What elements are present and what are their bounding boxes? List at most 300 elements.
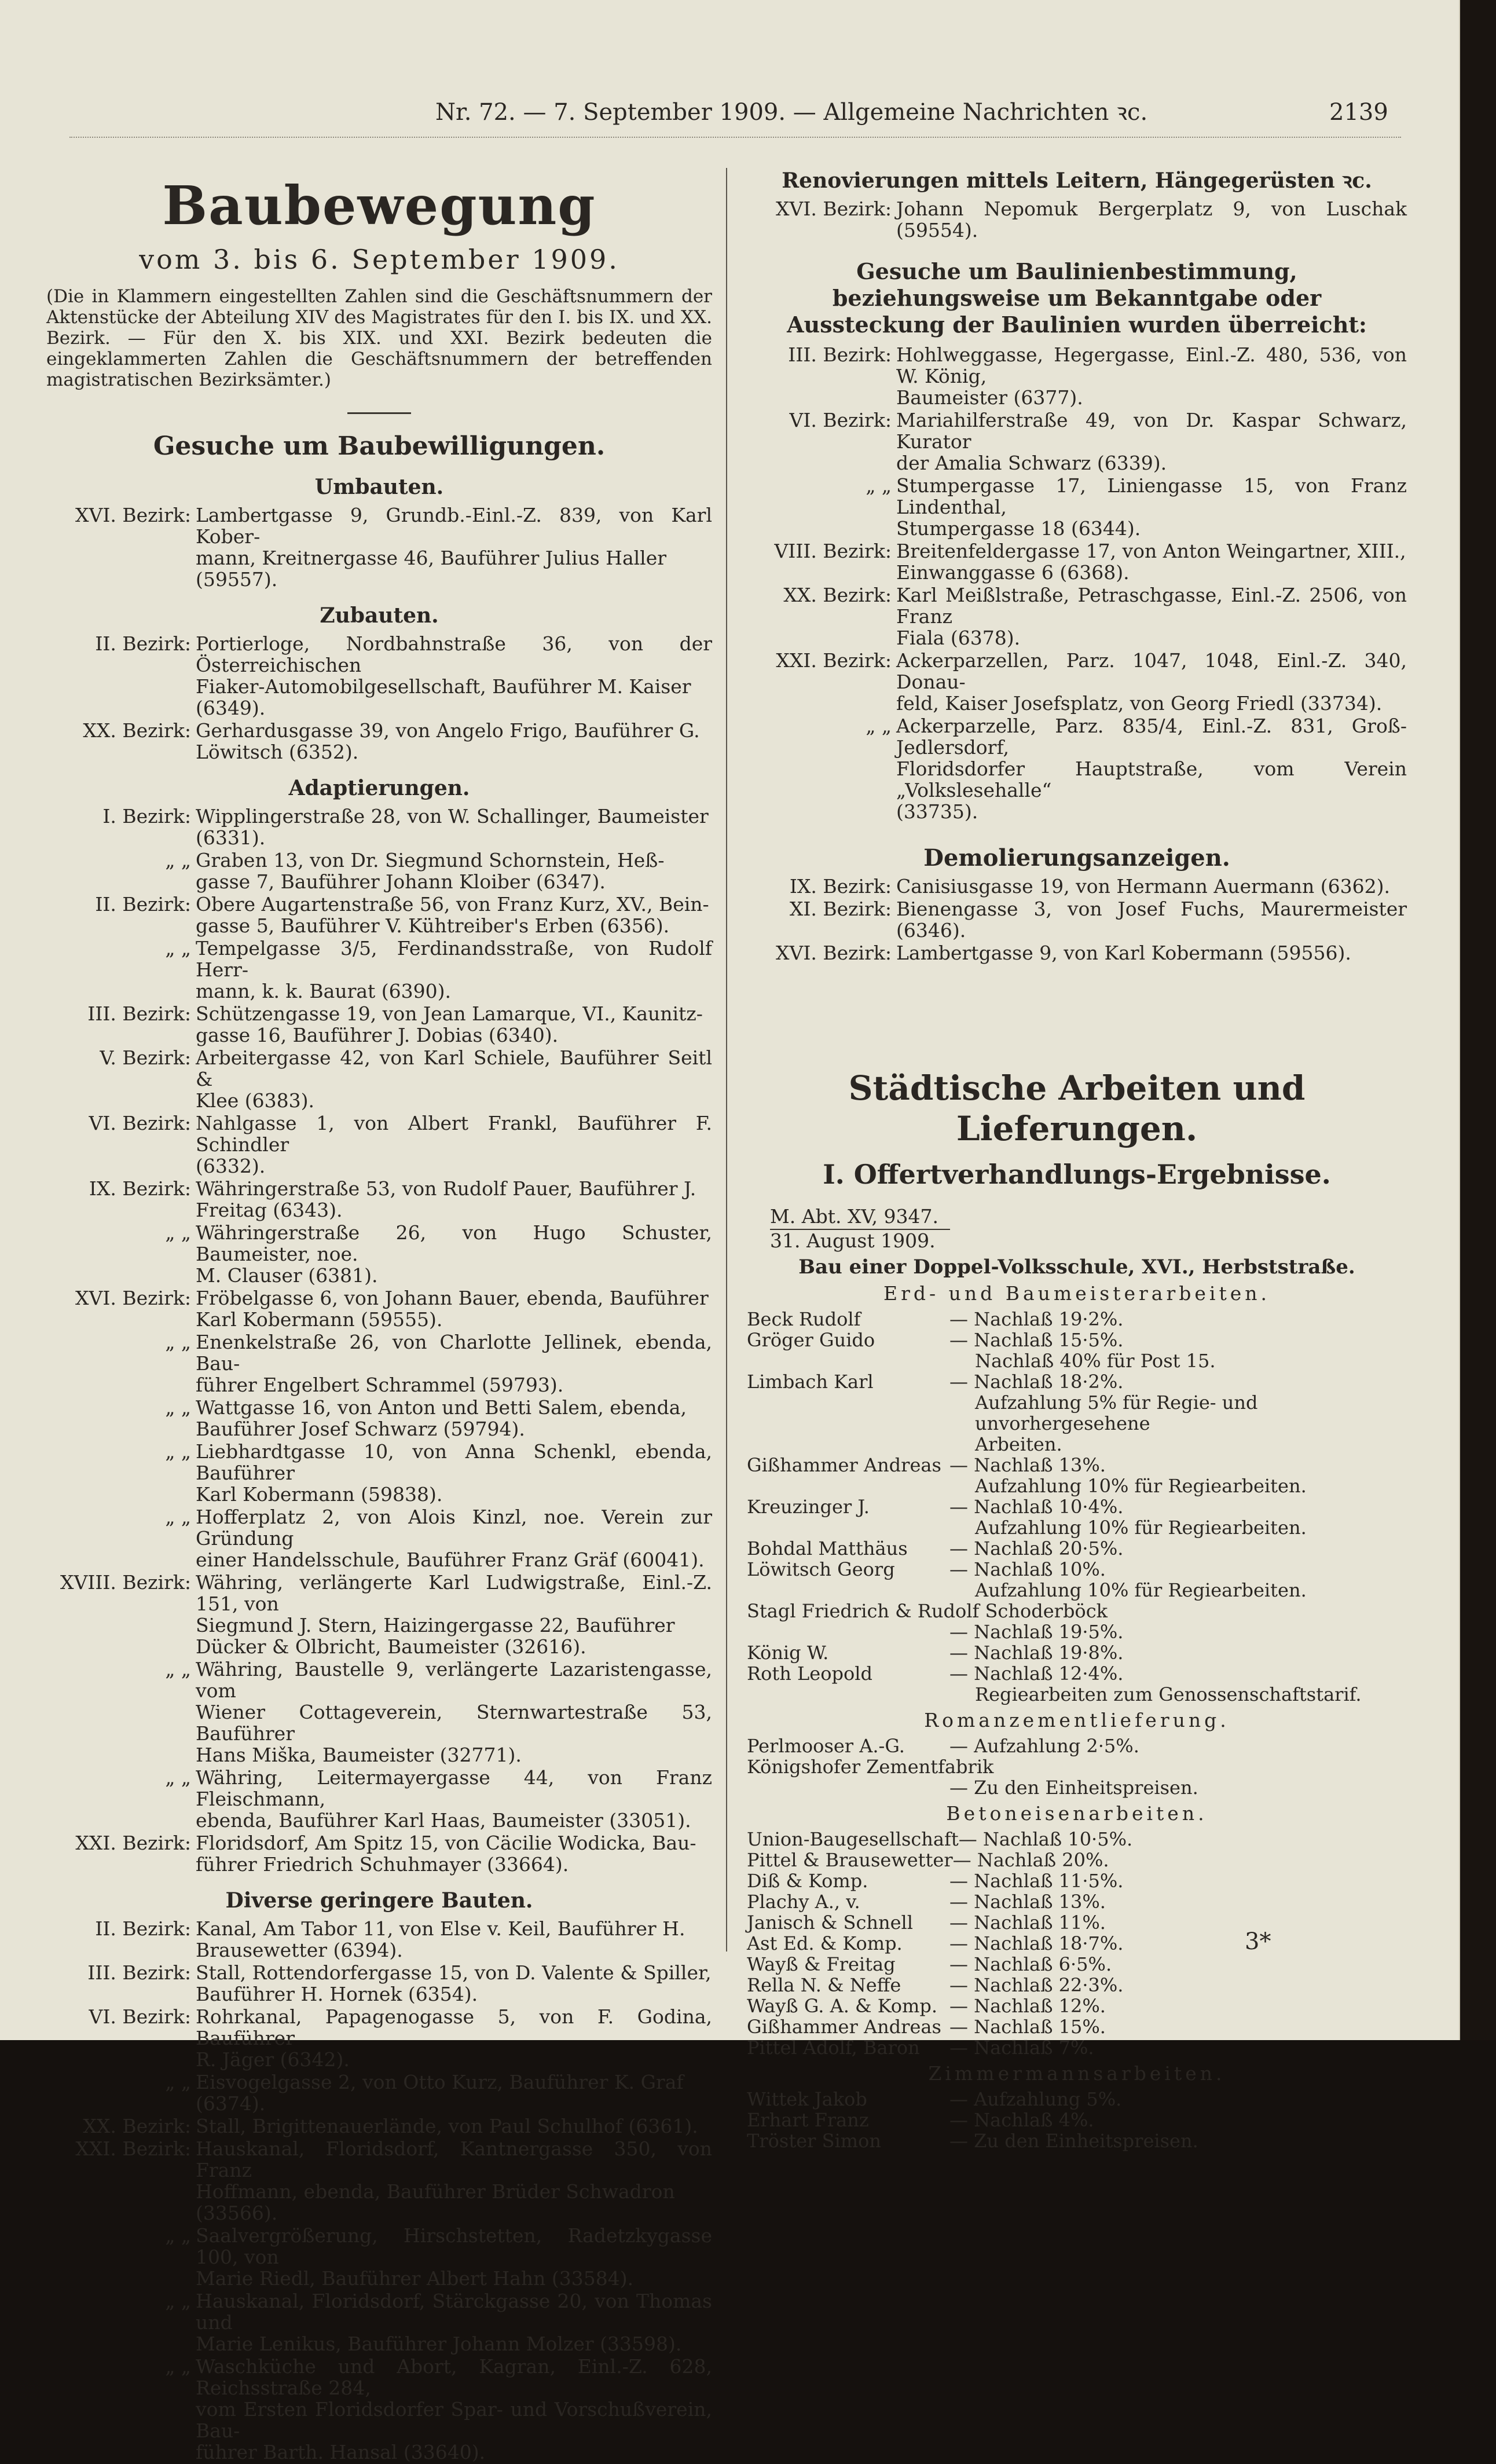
list-entry (747, 715, 1407, 822)
entry-list (46, 504, 712, 590)
entry-line: Bauführer H. Hornek (6354). (196, 1983, 478, 2005)
list-entry (46, 850, 712, 892)
bidder-name: Ast Ed. & Komp. (747, 1932, 903, 1954)
result-line: — Zu den Einheitspreisen. (949, 1777, 1198, 1799)
entry-line: Stumpergasse 17, Liniengasse 15, von Franz Lindenthal, (896, 474, 1407, 518)
entry-line: Karl Kobermann (59555). (196, 1308, 443, 1331)
entry-text (896, 715, 1407, 822)
result-list (747, 1736, 1407, 1798)
list-entry (46, 633, 712, 719)
entry-line: Hoffmann, ebenda, Bauführer Brüder Schwadron (196, 2180, 675, 2203)
result-row (747, 1891, 1407, 1912)
result-row (747, 1601, 1407, 1621)
result-line: Nachlaß 40% für Post 15. (975, 1350, 1216, 1372)
entry-line: der Amalia Schwarz (6339). (896, 452, 1167, 474)
result-row (747, 1663, 1407, 1705)
district-label: „ „ (165, 1396, 191, 1419)
district-label: „ „ (866, 715, 892, 737)
result-line: Regiearbeiten zum Genossenschaftstarif. (975, 1683, 1362, 1705)
result-row (747, 1559, 1407, 1601)
list-entry (46, 1222, 712, 1286)
list-entry (46, 1003, 712, 1046)
entry-text (196, 1441, 712, 1505)
district-label: XX. Bezirk: (83, 719, 191, 742)
result-list (747, 1829, 1407, 2058)
list-entry (46, 2138, 712, 2224)
entry-line: Freitag (6343). (196, 1199, 343, 1221)
district-label: „ „ (165, 849, 191, 872)
bidder-name: Kreuzinger J. (747, 1496, 870, 1518)
entry-line: Hofferplatz 2, von Alois Kinzl, noe. Verein zur Gründung (196, 1506, 712, 1550)
entry-line: Johann Nepomuk Bergerplatz 9, von Luschak (59554). (896, 197, 1407, 241)
district-label: VIII. Bezirk: (774, 540, 892, 562)
header-rule (69, 137, 1401, 142)
bidder-name: Plachy A., v. (747, 1891, 860, 1913)
result-line: — Nachlaß 10·5%. (958, 1828, 1133, 1850)
result-list (747, 2089, 1407, 2151)
bidder-name: Beck Rudolf (747, 1308, 861, 1330)
list-entry (747, 650, 1407, 714)
bidder-name: Pittel & Brausewetter (747, 1849, 953, 1871)
reference-number: M. Abt. XV, 9347. (770, 1206, 950, 1230)
entry-text (196, 1962, 712, 2005)
entry-line: Baumeister (6377). (896, 386, 1083, 409)
result-row (747, 2110, 1407, 2130)
entry-line: Währing, verlängerte Karl Ludwigstraße, Einl.-Z. 151, von (196, 1571, 712, 1615)
bid-result (949, 1912, 1407, 1933)
entry-text (196, 2138, 712, 2224)
page-number: 2139 (1329, 99, 1388, 126)
district-label: VI. Bezirk: (789, 409, 892, 431)
result-line: Aufzahlung 10% für Regiearbeiten. (975, 1579, 1307, 1601)
district-label: XVI. Bezirk: (75, 504, 191, 526)
list-entry (747, 584, 1407, 649)
entry-text (896, 540, 1407, 583)
bidder-name: Wayß G. A. & Komp. (747, 1995, 937, 2017)
list-entry (46, 1047, 712, 1111)
entry-text (196, 2290, 712, 2355)
result-row (747, 2016, 1407, 2037)
entry-text (196, 894, 712, 936)
district-label: VI. Bezirk: (89, 2005, 191, 2028)
entry-text (196, 1047, 712, 1111)
district-label: „ „ (165, 2355, 191, 2378)
result-line: — Aufzahlung 2·5%. (949, 1735, 1139, 1757)
entry-text (196, 1506, 712, 1570)
result-line: — Nachlaß 20%. (952, 1849, 1109, 1871)
result-line: — Nachlaß 18·2%. (949, 1371, 1124, 1393)
bidder-name: Pittel Adolf, Baron (747, 2037, 920, 2059)
bidder-name: Königshofer Zementfabrik (747, 1756, 994, 1778)
entry-text (196, 850, 712, 892)
entry-line: Tempelgasse 3/5, Ferdinandsstraße, von Rudolf Herr- (196, 937, 712, 981)
list-entry (747, 344, 1407, 408)
district-label: II. Bezirk: (95, 893, 191, 916)
bidder-name: König W. (747, 1642, 829, 1664)
district-label: „ „ (165, 1221, 191, 1244)
list-entry (46, 1962, 712, 2005)
sub-heading: Umbauten. (314, 475, 444, 499)
entry-line: Canisiusgasse 19, von Hermann Auermann (6362). (896, 875, 1390, 898)
bid-result (949, 1870, 1407, 1891)
entry-line: Rohrkanal, Papagenogasse 5, von F. Godina, Bauführer (196, 2005, 712, 2049)
district-label: „ „ (165, 1766, 191, 1789)
sub-heading: Renovierungen mittels Leitern, Hängegerüsten ꝛc. (782, 169, 1372, 193)
list-entry (46, 2071, 712, 2114)
list-entry (46, 2225, 712, 2289)
bidder-name: Roth Leopold (747, 1663, 872, 1685)
result-row (747, 1933, 1407, 1954)
result-line: — Nachlaß 11%. (949, 1912, 1106, 1934)
entry-line: Siegmund J. Stern, Haizingergasse 22, Bauführer (196, 1614, 675, 1636)
district-label: III. Bezirk: (87, 1002, 191, 1025)
list-entry (747, 942, 1407, 964)
entry-text (196, 1918, 712, 1961)
result-row (747, 1309, 1407, 1330)
result-line: — Nachlaß 19·2%. (949, 1308, 1124, 1330)
bid-result (949, 1891, 1407, 1912)
entry-text (896, 898, 1407, 941)
entry-line: Fiala (6378). (896, 627, 1021, 649)
result-line: — Nachlaß 22·3%. (949, 1974, 1124, 1996)
section-heading: I. Offertverhandlungs-Ergebnisse. (823, 1159, 1331, 1190)
district-label: I. Bezirk: (102, 805, 191, 828)
bid-result (949, 2037, 1407, 2058)
result-row (747, 1777, 1407, 1798)
file-reference (770, 1206, 1407, 1230)
result-line: — Nachlaß 19·8%. (949, 1642, 1124, 1664)
entry-line: gasse 5, Bauführer V. Kühtreiber's Erben (6356). (196, 914, 670, 937)
result-row (747, 2130, 1407, 2151)
list-entry (46, 1572, 712, 1657)
result-line: Aufzahlung 5% für Regie- und unvorhergesehene (975, 1392, 1258, 1434)
entry-line: Schützengasse 19, von Jean Lamarque, VI., Kaunitz- (196, 1002, 703, 1025)
entry-list (747, 344, 1407, 822)
entry-line: Bienengasse 3, von Josef Fuchs, Maurermeister (6346). (896, 898, 1407, 942)
district-label: II. Bezirk: (95, 632, 191, 655)
bidder-name (747, 1777, 949, 1798)
bidder-name: Gröger Guido (747, 1329, 875, 1351)
sub-heading: Diverse geringere Bauten. (225, 1888, 533, 1913)
bid-result (949, 2089, 1407, 2110)
result-line: — Zu den Einheitspreisen. (949, 2130, 1198, 2152)
entry-text (896, 409, 1407, 474)
result-row (747, 1330, 1407, 1371)
list-entry (747, 198, 1407, 241)
result-row (747, 1538, 1407, 1559)
entry-line: Lambertgasse 9, von Karl Kobermann (59556). (896, 942, 1351, 964)
result-row (747, 1912, 1407, 1933)
result-row (747, 1850, 1407, 1870)
entry-text (196, 2356, 712, 2463)
entry-line: Lambertgasse 9, Grundb.-Einl.-Z. 839, von Karl Kober- (196, 504, 712, 548)
district-label: IX. Bezirk: (789, 875, 892, 898)
result-row (747, 1996, 1407, 2016)
entry-line: Nahlgasse 1, von Albert Frankl, Bauführer F. Schindler (196, 1112, 712, 1156)
list-entry (46, 1287, 712, 1330)
entry-text (896, 942, 1407, 964)
result-line: — Nachlaß 13%. (949, 1891, 1106, 1913)
list-entry (747, 409, 1407, 474)
list-entry (46, 1441, 712, 1505)
entry-line: Enenkelstraße 26, von Charlotte Jellinek, ebenda, Bau- (196, 1331, 712, 1375)
district-label: II. Bezirk: (95, 1917, 191, 1940)
entry-text (896, 198, 1407, 241)
entry-line: Wiener Cottageverein, Sternwartestraße 53, Bauführer (196, 1701, 712, 1745)
entry-line: Stall, Rottendorfergasse 15, von D. Valente & Spiller, (196, 1961, 712, 1984)
list-entry (46, 1918, 712, 1961)
sub-heading: Adaptierungen. (288, 776, 470, 800)
bid-result (949, 1538, 1407, 1559)
result-row (747, 1756, 1407, 1777)
entry-line: Klee (6383). (196, 1089, 314, 1112)
result-line: Aufzahlung 10% für Regiearbeiten. (975, 1517, 1307, 1539)
entry-text (896, 584, 1407, 649)
district-label: XVI. Bezirk: (776, 197, 892, 220)
work-category: Erd- und Baumeisterarbeiten. (883, 1282, 1270, 1305)
district-label: „ „ (165, 1440, 191, 1463)
bidder-name: Wayß & Freitag (747, 1953, 896, 1975)
entry-line: M. Clauser (6381). (196, 1264, 378, 1287)
entry-text (896, 650, 1407, 714)
district-label: III. Bezirk: (87, 1961, 191, 1984)
district-label: VI. Bezirk: (89, 1112, 191, 1134)
bidder-name: Janisch & Schnell (747, 1912, 913, 1934)
sub-heading: Demolierungsanzeigen. (923, 844, 1230, 872)
entry-line: Wipplingerstraße 28, von W. Schallinger, Baumeister (196, 805, 709, 828)
bidder-name: Gißhammer Andreas (747, 1454, 941, 1476)
entry-text (196, 1397, 712, 1440)
entry-line: Löwitsch (6352). (196, 741, 359, 763)
entry-line: Arbeitergasse 42, von Karl Schiele, Bauführer Seitl & (196, 1046, 712, 1090)
bid-result (959, 1829, 1407, 1850)
entry-line: Gerhardusgasse 39, von Angelo Frigo, Bauführer G. (196, 719, 700, 742)
result-line: — Aufzahlung 5%. (949, 2088, 1122, 2110)
entry-list (46, 633, 712, 763)
entry-text (196, 1572, 712, 1657)
list-entry (46, 1331, 712, 1396)
intro-note: (Die in Klammern eingestellten Zahlen sind die Geschäftsnummern der Aktenstücke der Abteilung XIV des Magistrates für den I. bis IX. und XX. Bezirk. — Für den X. bis XIX. und XXI. Bezirk bedeuten die eingeklammerten Zahlen die Geschäftsnummern der betreffenden magistratischen Bezirksämter.) (46, 286, 712, 390)
list-entry (747, 475, 1407, 539)
list-entry (46, 504, 712, 590)
district-label: XVI. Bezirk: (75, 1287, 191, 1309)
result-line: Aufzahlung 10% für Regiearbeiten. (975, 1475, 1307, 1497)
district-label: „ „ (866, 474, 892, 497)
entry-text (196, 1003, 712, 1046)
short-rule (347, 412, 411, 414)
district-label: „ „ (165, 1331, 191, 1353)
entry-text (896, 344, 1407, 408)
district-label: XXI. Bezirk: (75, 1832, 191, 1854)
left-column (46, 174, 712, 2464)
bid-result (949, 1996, 1407, 2016)
bidder-name: Stagl Friedrich & Rudolf Schoderböck (747, 1600, 1108, 1622)
result-list (747, 1309, 1407, 1601)
bidder-name: Wittek Jakob (747, 2088, 867, 2110)
entry-line: Karl Meißlstraße, Petraschgasse, Einl.-Z. 2506, von Franz (896, 584, 1407, 628)
section-title: Städtische Arbeiten und Lieferungen. (848, 1068, 1306, 1148)
result-row (747, 1371, 1407, 1455)
list-entry (46, 1178, 712, 1221)
entry-text (196, 633, 712, 719)
list-entry (46, 2115, 712, 2137)
district-label: XX. Bezirk: (783, 584, 892, 606)
work-category: Zimmermannsarbeiten. (928, 2062, 1226, 2085)
list-entry (747, 540, 1407, 583)
bid-result (949, 1559, 1407, 1601)
bidder-name: Limbach Karl (747, 1371, 874, 1393)
bid-result (949, 1496, 1407, 1538)
district-label: XVIII. Bezirk: (60, 1571, 191, 1594)
result-row (747, 1870, 1407, 1891)
district-label: „ „ (165, 2224, 191, 2247)
entry-line: Währing, Leitermayergasse 44, von Franz Fleischmann, (196, 1766, 712, 1810)
entry-text (196, 2071, 712, 2114)
entry-line: mann, Kreitnergasse 46, Bauführer Julius Haller (196, 547, 667, 569)
entry-line: Hauskanal, Floridsdorf, Stärckgasse 20, von Thomas und (196, 2290, 712, 2334)
bidder-name: Gißhammer Andreas (747, 2016, 941, 2038)
sub-heading: Zubauten. (320, 603, 439, 628)
bidder-name (747, 1621, 949, 1642)
entry-line: Ackerparzelle, Parz. 835/4, Einl.-Z. 831, Groß-Jedlersdorf, (896, 715, 1407, 759)
entry-text (896, 475, 1407, 539)
entry-line: Marie Lenikus, Bauführer Johann Molzer (33598). (196, 2333, 682, 2355)
project-title: Bau einer Doppel-Volksschule, XVI., Herbststraße. (798, 1255, 1355, 1279)
entry-line: Hohlweggasse, Hegergasse, Einl.-Z. 480, 536, von W. König, (896, 343, 1407, 387)
entry-line: Hauskanal, Floridsdorf, Kantnergasse 350, von Franz (196, 2137, 712, 2181)
entry-list (747, 876, 1407, 964)
entry-line: Mariahilferstraße 49, von Dr. Kaspar Schwarz, Kurator (896, 409, 1407, 453)
entry-line: Währing, Baustelle 9, verlängerte Lazaristengasse, vom (196, 1658, 712, 1702)
entry-line: Eisvogelgasse 2, von Otto Kurz, Bauführer K. Graf (196, 2071, 684, 2093)
result-row (747, 1642, 1407, 1663)
entry-line: Einwanggasse 6 (6368). (896, 561, 1130, 584)
district-label: IX. Bezirk: (89, 1177, 191, 1200)
entry-list (46, 806, 712, 1875)
entry-line: (6332). (196, 1155, 266, 1177)
list-entry (46, 938, 712, 1002)
entry-line: (6349). (196, 697, 266, 719)
district-label: XI. Bezirk: (789, 898, 892, 920)
bidder-name: Rella N. & Neffe (747, 1974, 901, 1996)
result-row (747, 1496, 1407, 1538)
district-label: V. Bezirk: (100, 1046, 191, 1069)
bidder-name: Union-Baugesellschaft (747, 1828, 959, 1850)
bid-result (949, 1309, 1407, 1330)
list-entry (46, 894, 712, 936)
bid-result (949, 2016, 1407, 2037)
entry-text (196, 1832, 712, 1875)
result-line: — Nachlaß 20·5%. (949, 1537, 1124, 1559)
bidder-name: Diß & Komp. (747, 1870, 868, 1892)
list-entry (46, 1397, 712, 1440)
result-row (747, 1455, 1407, 1496)
bid-result (949, 1455, 1407, 1496)
column-rule (726, 168, 727, 1952)
result-row (747, 1954, 1407, 1975)
district-label: XXI. Bezirk: (75, 2137, 191, 2160)
bid-result (949, 2130, 1407, 2151)
running-header: Nr. 72. — 7. September 1909. — Allgemeine Nachrichten ꝛc. (435, 99, 1148, 126)
entry-line: Breitenfeldergasse 17, von Anton Weingartner, XIII., (896, 540, 1406, 562)
bid-result (949, 1933, 1407, 1954)
district-label: „ „ (165, 2071, 191, 2093)
entry-list (46, 1918, 712, 2463)
entry-text (896, 876, 1407, 897)
entry-line: Obere Augartenstraße 56, von Franz Kurz, XV., Bein- (196, 893, 709, 916)
entry-line: einer Handelsschule, Bauführer Franz Gräf (60041). (196, 1548, 705, 1571)
list-entry (747, 876, 1407, 897)
entry-line: Bauführer Josef Schwarz (59794). (196, 1418, 525, 1440)
entry-line: gasse 7, Bauführer Johann Kloiber (6347). (196, 870, 606, 893)
result-line: Arbeiten. (975, 1433, 1062, 1455)
result-list (747, 1642, 1407, 1705)
list-entry (747, 898, 1407, 941)
entry-line: Brausewetter (6394). (196, 1939, 403, 1961)
bid-result (949, 1642, 1407, 1663)
list-entry (46, 1767, 712, 1831)
entry-line: Hans Miška, Baumeister (32771). (196, 1744, 522, 1766)
entry-line: führer Barth. Hansal (33640). (196, 2441, 486, 2463)
bidder-name: Tröster Simon (747, 2130, 881, 2152)
entry-line: (6374). (196, 2092, 266, 2115)
entry-line: (6331). (196, 826, 266, 849)
reference-date: 31. August 1909. (770, 1229, 936, 1252)
entry-line: feld, Kaiser Josefsplatz, von Georg Friedl (33734). (896, 692, 1383, 715)
entry-line: Ackerparzellen, Parz. 1047, 1048, Einl.-Z. 340, Donau- (896, 649, 1407, 693)
result-line: — Nachlaß 15%. (949, 2016, 1106, 2038)
district-label: „ „ (165, 937, 191, 960)
result-line: — Nachlaß 12·4%. (949, 1663, 1124, 1685)
entry-text (196, 1658, 712, 1766)
bidder-name: Bohdal Matthäus (747, 1537, 908, 1559)
district-label: XX. Bezirk: (83, 2115, 191, 2137)
entry-text (196, 1178, 712, 1221)
bid-result (949, 1777, 1407, 1798)
entry-line: Wattgasse 16, von Anton und Betti Salem, ebenda, (196, 1396, 687, 1419)
entry-line: Währingerstraße 26, von Hugo Schuster, Baumeister, noe. (196, 1221, 712, 1265)
entry-line: ebenda, Bauführer Karl Haas, Baumeister (33051). (196, 1809, 691, 1832)
result-line: — Nachlaß 15·5%. (949, 1329, 1124, 1351)
entry-text (196, 1222, 712, 1286)
sub-heading: Gesuche um Baulinienbestimmung, beziehungsweise um Bekanntgabe oder Aussteckung der Baulinien wurden überreicht: (787, 258, 1367, 338)
result-line: — Nachlaß 18·7%. (949, 1932, 1124, 1954)
result-row (747, 1975, 1407, 1996)
entry-line: Waschküche und Abort, Kagran, Einl.-Z. 628, Reichsstraße 284, (196, 2355, 712, 2399)
result-line: — Nachlaß 11·5%. (949, 1870, 1124, 1892)
entry-text (196, 1287, 712, 1330)
entry-text (196, 938, 712, 1002)
result-line: — Nachlaß 10%. (949, 1558, 1106, 1580)
entry-line: führer Friedrich Schuhmayer (33664). (196, 1853, 569, 1876)
entry-line: Stumpergasse 18 (6344). (896, 517, 1141, 540)
bid-result (993, 1756, 1407, 1777)
entry-line: Karl Kobermann (59838). (196, 1483, 443, 1506)
entry-line: gasse 16, Bauführer J. Dobias (6340). (196, 1024, 559, 1046)
list-entry (46, 1832, 712, 1875)
list-entry (46, 2006, 712, 2070)
result-line: — Nachlaß 13%. (949, 1454, 1106, 1476)
page-subtitle: vom 3. bis 6. September 1909. (139, 244, 619, 275)
signature-mark: 3* (1245, 1928, 1271, 1955)
section-heading: Gesuche um Baubewilligungen. (153, 431, 606, 461)
district-label: „ „ (165, 1506, 191, 1528)
result-row (747, 2089, 1407, 2110)
work-category: Romanzementlieferung. (924, 1709, 1230, 1731)
entry-line: Kanal, Am Tabor 11, von Else v. Keil, Bauführer H. (196, 1917, 685, 1940)
entry-line: mann, k. k. Baurat (6390). (196, 980, 452, 1002)
list-entry (46, 1506, 712, 1570)
